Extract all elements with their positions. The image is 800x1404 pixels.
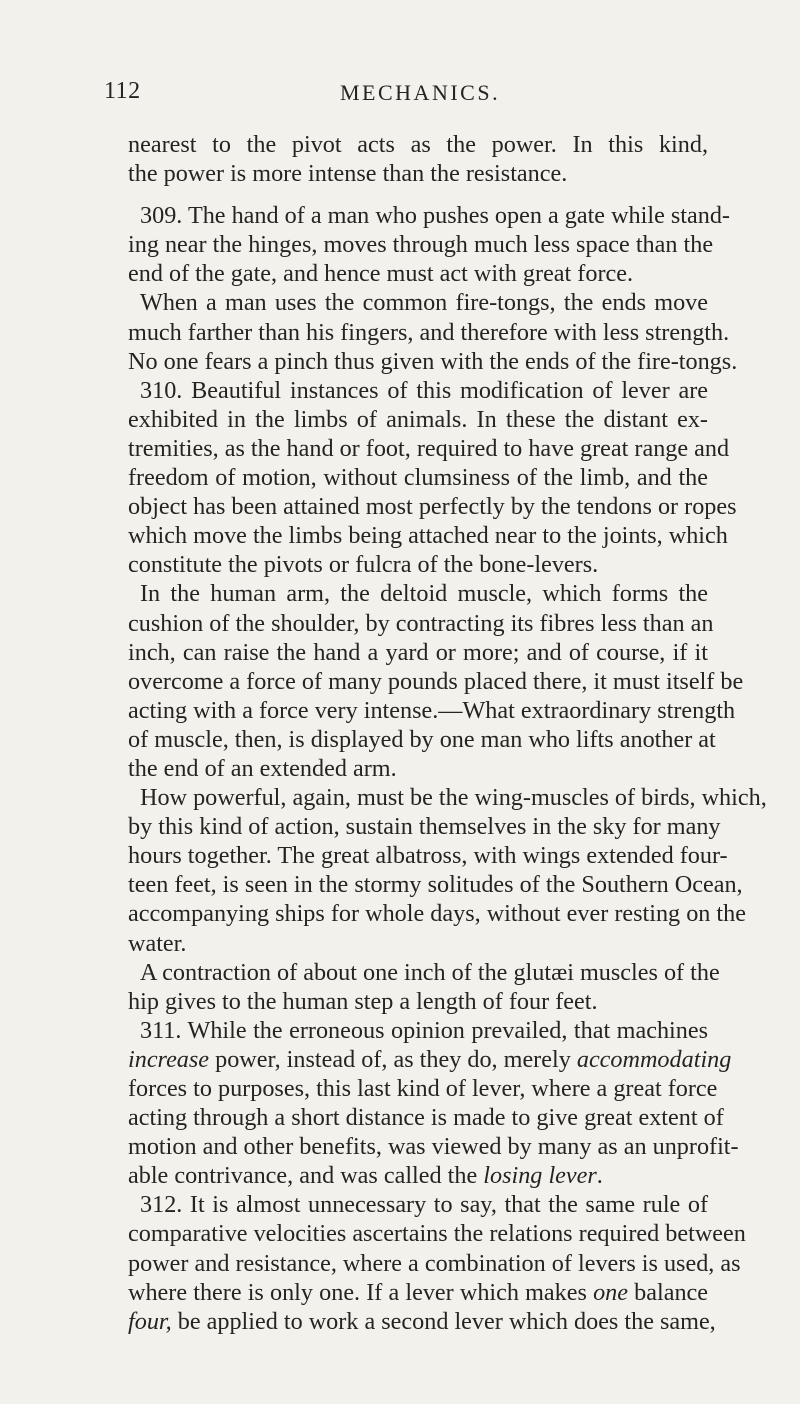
text-line: where there is only one. If a lever which makes one balance (128, 1278, 709, 1306)
text-line: comparative velocities ascertains the relations required between (128, 1220, 746, 1248)
text-line: acting through a short distance is made to give great extent of (128, 1104, 724, 1132)
text-line: exhibited in the limbs of animals. In these the distant ex- (128, 405, 708, 433)
paragraph-312-line: 312. It is almost unnecessary to say, that the same rule of (140, 1191, 708, 1219)
text-line: constitute the pivots or fulcra of the bone-levers. (128, 551, 599, 579)
text-line: acting with a force very intense.—What extraordinary strength (128, 696, 736, 724)
text-line: In the human arm, the deltoid muscle, which forms the (140, 580, 708, 608)
text-line: the power is more intense than the resistance. (128, 160, 568, 188)
body-text (128, 130, 767, 1336)
italic-accommodating: accommodating (576, 1045, 732, 1073)
text-line: When a man uses the common fire-tongs, the ends move (140, 289, 708, 317)
text-line: object has been attained most perfectly by the tendons or ropes (128, 493, 737, 521)
text-line: overcome a force of many pounds placed there, it must itself be (128, 667, 744, 695)
text-line: end of the gate, and hence must act with great force. (128, 260, 634, 288)
text-line: four, be applied to work a second lever which does the same, (128, 1307, 716, 1335)
italic-one: one (593, 1278, 629, 1306)
paragraph-309-line: 309. The hand of a man who pushes open a gate while stand- (140, 202, 730, 230)
text-line: which move the limbs being attached near to the joints, which (128, 522, 728, 550)
page-header (0, 78, 800, 108)
text-line: ing near the hinges, moves through much less space than the (128, 231, 714, 259)
paragraph-310-line: 310. Beautiful instances of this modification of lever are (140, 376, 708, 404)
italic-four: four, (128, 1307, 172, 1335)
text-line: water. (128, 929, 187, 957)
text-line: power and resistance, where a combination of levers is used, as (128, 1249, 741, 1277)
italic-losing-lever: losing lever (483, 1162, 597, 1190)
text-line: hours together. The great albatross, with wings extended four- (128, 842, 728, 870)
running-title: MECHANICS. (340, 80, 501, 105)
text-line: increase power, instead of, as they do, merely accommodating (128, 1045, 732, 1073)
text-line: hip gives to the human step a length of four feet. (128, 987, 598, 1015)
text-line: of muscle, then, is displayed by one man who lifts another at (128, 725, 716, 753)
text-line: motion and other benefits, was viewed by many as an unprofit- (128, 1133, 739, 1161)
text-line: A contraction of about one inch of the glutæi muscles of the (140, 958, 720, 986)
paragraph-311-line: 311. While the erroneous opinion prevailed, that machines (140, 1016, 708, 1044)
italic-increase: increase (128, 1045, 210, 1073)
text-line: cushion of the shoulder, by contracting its fibres less than an (128, 609, 714, 637)
text-line: inch, can raise the hand a yard or more; and of course, if it (128, 638, 708, 666)
text-line: teen feet, is seen in the stormy solitudes of the Southern Ocean, (128, 871, 743, 899)
text-line: No one fears a pinch thus given with the ends of the fire-tongs. (128, 347, 738, 375)
text-line: able contrivance, and was called the losing lever. (128, 1162, 603, 1190)
text-line: tremities, as the hand or foot, required to have great range and (128, 434, 730, 462)
text-line: nearest to the pivot acts as the power. In this kind, (128, 131, 708, 158)
text-line: much farther than his fingers, and therefore with less strength. (128, 318, 730, 346)
text-line: by this kind of action, sustain themselves in the sky for many (128, 813, 721, 841)
text-line: freedom of motion, without clumsiness of the limb, and the (128, 464, 708, 492)
text-line: the end of an extended arm. (128, 754, 397, 782)
page-number: 112 (104, 78, 141, 104)
text-line: accompanying ships for whole days, without ever resting on the (128, 900, 746, 928)
text-line: How powerful, again, must be the wing-muscles of birds, which, (140, 784, 767, 812)
text-line: forces to purposes, this last kind of lever, where a great force (128, 1075, 718, 1102)
